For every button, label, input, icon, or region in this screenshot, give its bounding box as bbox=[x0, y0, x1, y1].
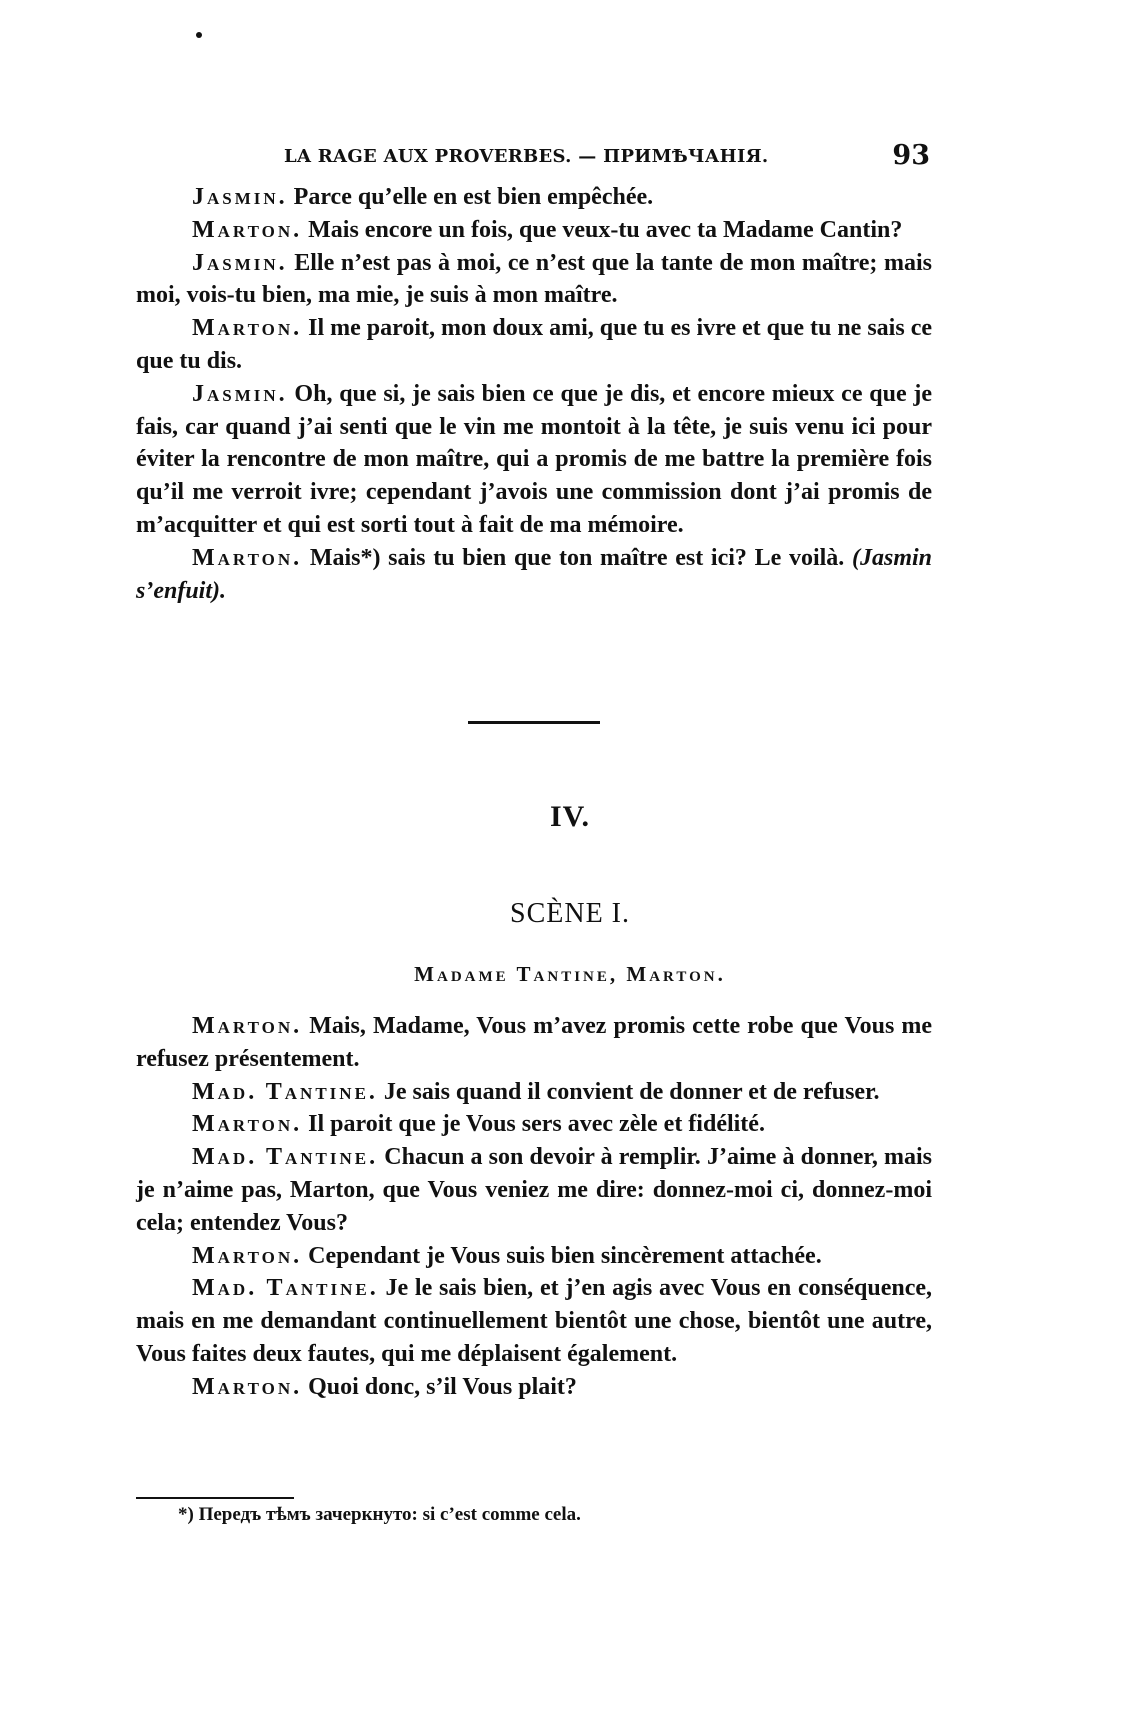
page-number: 93 bbox=[892, 140, 930, 171]
speaker-name: Jasmin. bbox=[192, 380, 288, 407]
dialogue-line bbox=[136, 1141, 932, 1239]
speaker-name: Mad. Tantine. bbox=[192, 1144, 379, 1171]
speech-text: Parce qu’elle en est bien empêchée. bbox=[287, 184, 654, 210]
speech-text: Je le sais bien, et j’en agis avec Vous en conséquence, mais en me demandant continuellement bientôt une chose, bientôt une autre, Vous faites deux fautes, qui me déplaisent également. bbox=[136, 1275, 933, 1367]
scene-title: SCÈNE I. bbox=[510, 898, 630, 929]
footnote: *) Передъ тѣмъ зачеркнуто: si c’est comme cela. bbox=[178, 1504, 581, 1525]
speech-text: Mais, Madame, Vous m’avez promis cette robe que Vous me refusez présentement. bbox=[136, 1013, 932, 1072]
speech-text: Elle n’est pas à moi, ce n’est que la tante de mon maître; mais moi, vois-tu bien, ma mie, je suis à mon maître. bbox=[136, 249, 932, 309]
speech-text: Cependant je Vous suis bien sincèrement attachée. bbox=[302, 1242, 822, 1269]
dialogue-line bbox=[136, 312, 932, 378]
speaker-name: Jasmin. bbox=[192, 249, 288, 276]
page-header bbox=[136, 140, 930, 176]
dialogue-line bbox=[136, 214, 932, 247]
speaker-name: Marton. bbox=[192, 315, 303, 342]
footnote-rule bbox=[136, 1497, 294, 1499]
speaker-name: Marton. bbox=[192, 1242, 303, 1269]
speaker-name: Jasmin. bbox=[192, 184, 288, 210]
stray-dot-mark bbox=[196, 32, 202, 38]
stage-direction: (Jasmin s’enfuit). bbox=[136, 544, 932, 604]
speaker-name: Mad. Tantine. bbox=[192, 1078, 378, 1105]
dialogue-line bbox=[136, 542, 932, 608]
speech-text: Il me paroit, mon doux ami, que tu es ivre et que tu ne sais ce que tu dis. bbox=[136, 315, 932, 374]
dialogue-line bbox=[136, 181, 932, 214]
speech-text: Je sais quand il convient de donner et de refuser. bbox=[377, 1078, 880, 1105]
speaker-name: Marton. bbox=[192, 1013, 303, 1039]
speech-text: Quoi donc, s’il Vous plait? bbox=[302, 1373, 577, 1400]
dialogue-line bbox=[136, 247, 932, 313]
speaker-name: Marton. bbox=[192, 544, 303, 571]
dialogue-block-top bbox=[136, 181, 932, 607]
dialogue-line bbox=[136, 1272, 932, 1370]
speech-text: Mais encore un fois, que veux-tu avec ta Madame Cantin? bbox=[302, 216, 903, 243]
speaker-name: Marton. bbox=[192, 216, 303, 243]
running-title: LA RAGE AUX PROVERBES. — ПРИМѢЧАНІЯ. bbox=[284, 146, 769, 167]
section-divider bbox=[468, 721, 600, 724]
dialogue-line bbox=[136, 1240, 932, 1273]
speaker-name: Marton. bbox=[192, 1111, 303, 1138]
dialogue-line bbox=[136, 378, 932, 542]
speech-text: Oh, que si, je sais bien ce que je dis, et encore mieux ce que je fais, car quand j’ai senti que le vin me montoit à la tête, je suis venu ici pour éviter la rencontre de mon maître, qui a promis de me battre la première fois qu’il me verroit ivre; cependant j’avois une commission dont j’ai promis de m’acquitter et qui est sorti tout à fait de ma mémoire. bbox=[136, 380, 932, 538]
speech-text: Chacun a son devoir à remplir. J’aime à donner, mais je n’aime pas, Marton, que Vous veniez me dire: donnez-moi ci, donnez-moi cela; entendez Vous? bbox=[136, 1144, 933, 1236]
dialogue-line bbox=[136, 1010, 932, 1076]
speech-text: Mais*) sais tu bien que ton maître est ici? Le voilà. bbox=[302, 544, 852, 571]
speaker-name: Mad. Tantine. bbox=[192, 1275, 379, 1302]
speech-text: Il paroit que je Vous sers avec zèle et fidélité. bbox=[302, 1111, 765, 1138]
dialogue-line bbox=[136, 1371, 932, 1404]
dialogue-line bbox=[136, 1076, 932, 1109]
dialogue-block-scene bbox=[136, 1010, 932, 1404]
speaker-name: Marton. bbox=[192, 1373, 303, 1400]
dialogue-line bbox=[136, 1108, 932, 1141]
section-number: IV. bbox=[550, 800, 590, 833]
characters-list: Madame Tantine, Marton. bbox=[414, 962, 726, 986]
